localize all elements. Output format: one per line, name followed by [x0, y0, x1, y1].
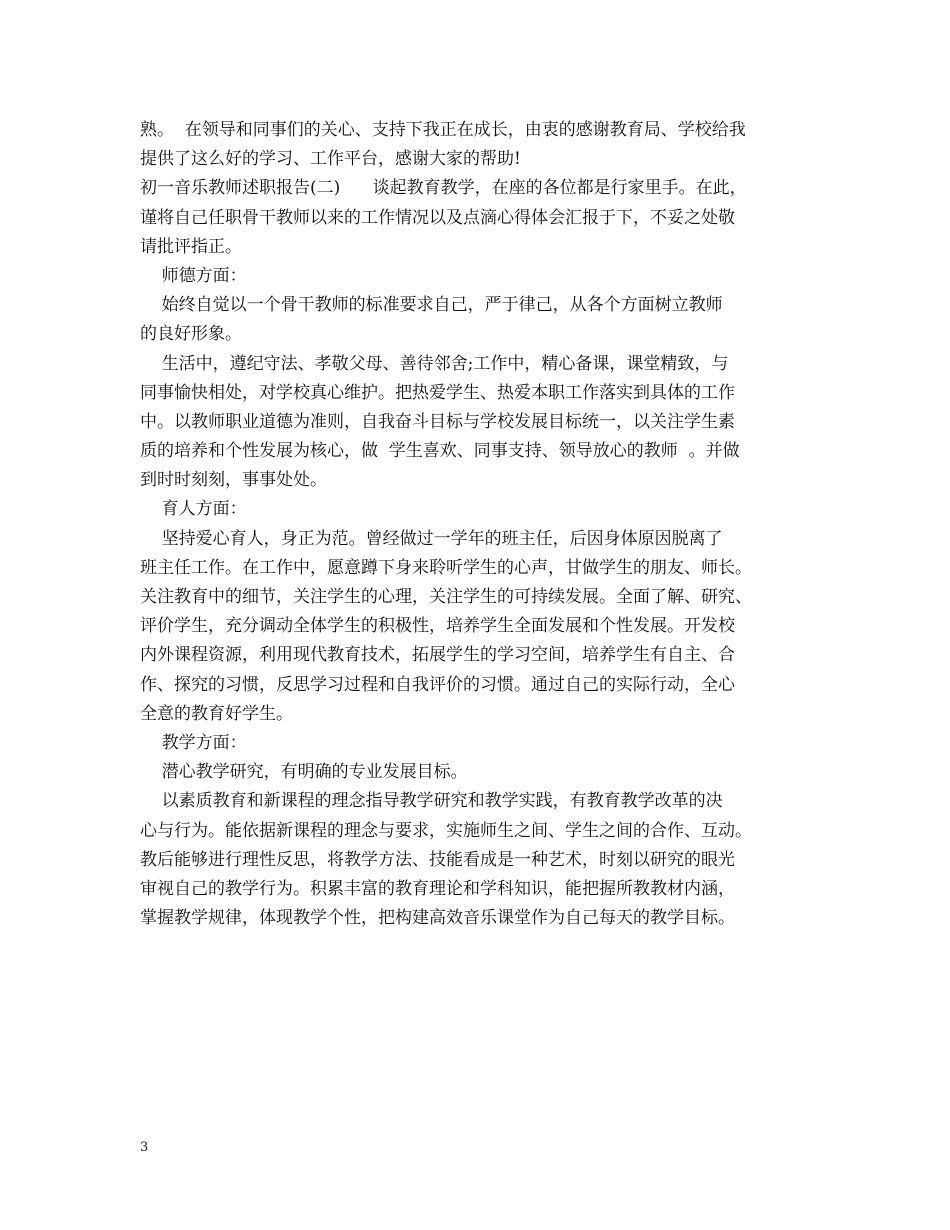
text-line: 的良好形象。	[140, 324, 242, 345]
text-line: 坚持爱心育人，身正为范。曾经做过一学年的班主任，后因身体原因脱离了	[140, 528, 723, 549]
text-line: 审视自己的教学行为。积累丰富的教育理论和学科知识，能把握所教教材内涵，	[140, 878, 735, 899]
document-body	[140, 116, 816, 933]
text-line: 全意的教育好学生。	[140, 703, 293, 724]
text-line: 内外课程资源，利用现代教育技术，拓展学生的学习空间，培养学生有自主、合	[140, 645, 735, 666]
text-line: 潜心教学研究，有明确的专业发展目标。	[140, 762, 468, 783]
section-heading: 师德方面：	[140, 265, 247, 286]
text-line: 教后能够进行理性反思，将教学方法、技能看成是一种艺术，时刻以研究的眼光	[140, 849, 735, 870]
text-line: 作、探究的习惯，反思学习过程和自我评价的习惯。通过自己的实际行动，全心	[140, 674, 735, 695]
text-line: 生活中，遵纪守法、孝敬父母、善待邻舍;工作中，精心备课，课堂精致，与	[140, 353, 729, 374]
text-line: 心与行为。能依据新课程的理念与要求，实施师生之间、学生之间的合作、互动。	[140, 820, 752, 841]
text-line: 同事愉快相处，对学校真心维护。把热爱学生、热爱本职工作落实到具体的工作	[140, 382, 735, 403]
text-line: 班主任工作。在工作中，愿意蹲下身来聆听学生的心声，甘做学生的朋友、师长。	[140, 557, 752, 578]
text-line: 掌握教学规律，体现教学个性，把构建高效音乐课堂作为自己每天的教学目标。	[140, 908, 735, 929]
text-line: 初一音乐教师述职报告(二) 谈起教育教学，在座的各位都是行家里手。在此，	[140, 178, 747, 199]
text-line: 评价学生，充分调动全体学生的积极性，培养学生全面发展和个性发展。开发校	[140, 616, 735, 637]
text-line: 请批评指正。	[140, 236, 242, 257]
text-line: 提供了这么好的学习、工作平台，感谢大家的帮助!	[140, 149, 521, 170]
text-line: 中。以教师职业道德为准则，自我奋斗目标与学校发展目标统一，以关注学生素	[140, 411, 735, 432]
section-heading: 育人方面：	[140, 499, 247, 520]
text-line: 始终自觉以一个骨干教师的标准要求自己，严于律己，从各个方面树立教师	[140, 295, 723, 316]
text-line: 到时时刻刻，事事处处。	[140, 470, 327, 491]
text-line: 关注教育中的细节，关注学生的心理，关注学生的可持续发展。全面了解、研究、	[140, 587, 752, 607]
page-number: 3	[140, 1140, 149, 1155]
text-line: 质的培养和个性发展为核心，做 学生喜欢、同事支持、领导放心的教师 。并做	[140, 441, 740, 462]
text-line: 谨将自己任职骨干教师以来的工作情况以及点滴心得体会汇报于下，不妥之处敬	[140, 207, 735, 228]
text-line: 以素质教育和新课程的理念指导教学研究和教学实践，有教育教学改革的决	[140, 791, 723, 812]
section-heading: 教学方面：	[140, 732, 247, 753]
text-line: 熟。 在领导和同事们的关心、支持下我正在成长，由衷的感谢教育局、学校给我	[140, 120, 746, 140]
